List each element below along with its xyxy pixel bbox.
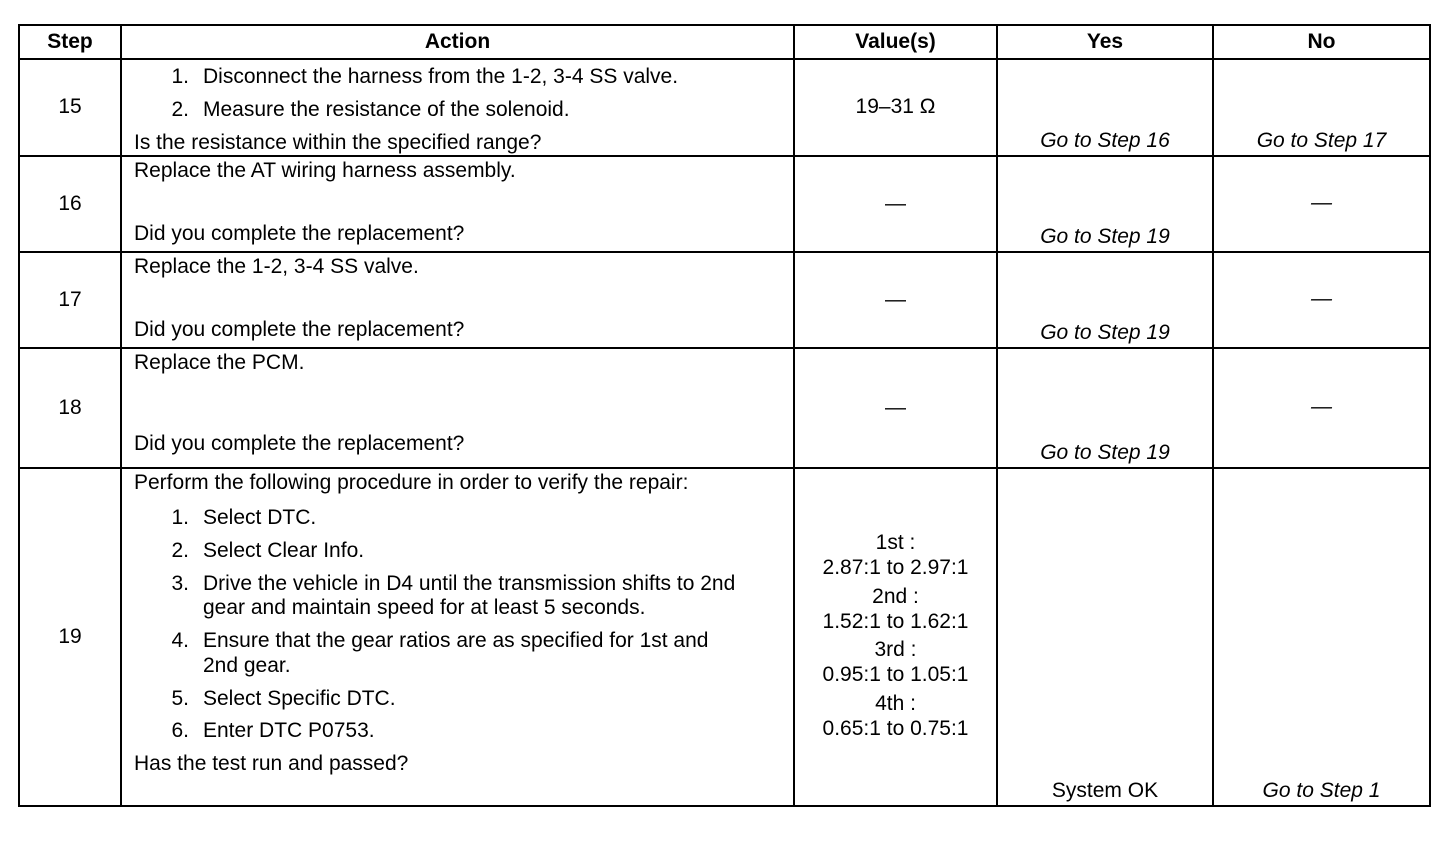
yes-cell: Go to Step 19 — [997, 156, 1213, 252]
table-row — [19, 348, 1430, 468]
list-item-text: Measure the resistance of the solenoid. — [203, 97, 570, 121]
action-question: Did you complete the replacement? — [134, 318, 465, 342]
list-item-text: Ensure that the gear ratios are as specified for 1st and 2nd gear. — [203, 629, 709, 677]
gear-ratio — [795, 692, 996, 742]
value-cell: — — [794, 156, 997, 252]
gear-ratio — [795, 585, 996, 635]
gear-label: 3rd : — [874, 638, 917, 662]
header-action: Action — [121, 25, 794, 59]
no-cell: Go to Step 1 — [1213, 468, 1430, 806]
list-item-text: Select Specific DTC. — [203, 686, 396, 710]
action-cell — [121, 348, 794, 468]
list-item: 1. Select DTC. — [171, 506, 317, 530]
no-cell: — — [1213, 252, 1430, 348]
gear-ratio — [795, 638, 996, 688]
value-cell: — — [794, 348, 997, 468]
list-item-text: Select DTC. — [203, 506, 317, 530]
list-item-text: Select Clear Info. — [203, 538, 365, 562]
diagnostic-table — [18, 24, 1431, 807]
step-number: 19 — [19, 468, 121, 806]
step-number: 18 — [19, 348, 121, 468]
action-question: Did you complete the replacement? — [134, 432, 465, 456]
gear-label: 1st : — [875, 531, 916, 555]
action-intro: Replace the 1-2, 3-4 SS valve. — [134, 255, 419, 279]
table-row — [19, 59, 1430, 156]
gear-ratio — [795, 531, 996, 581]
list-item: 5. Select Specific DTC. — [171, 686, 396, 710]
header-no: No — [1213, 25, 1430, 59]
action-question: Is the resistance within the specified range? — [134, 130, 542, 154]
table-row — [19, 156, 1430, 252]
list-item: 2. Select Clear Info. — [171, 538, 365, 562]
list-item: 6. Enter DTC P0753. — [171, 719, 375, 743]
table-row — [19, 468, 1430, 806]
header-yes: Yes — [997, 25, 1213, 59]
action-intro: Replace the PCM. — [134, 351, 305, 375]
value-cell — [794, 468, 997, 806]
step-number: 17 — [19, 252, 121, 348]
yes-cell: System OK — [997, 468, 1213, 806]
yes-cell: Go to Step 16 — [997, 59, 1213, 156]
step-number: 15 — [19, 59, 121, 156]
header-row — [19, 25, 1430, 59]
header-values: Value(s) — [794, 25, 997, 59]
gear-range: 0.95:1 to 1.05:1 — [822, 663, 969, 687]
value-cell: 19–31 Ω — [794, 59, 997, 156]
gear-label: 4th : — [875, 691, 916, 715]
list-item: 1. Disconnect the harness from the 1-2, 3-4 SS valve. — [171, 65, 679, 88]
action-question: Did you complete the replacement? — [134, 222, 465, 246]
yes-cell: Go to Step 19 — [997, 348, 1213, 468]
table-row — [19, 252, 1430, 348]
action-list — [134, 506, 781, 744]
value-cell: — — [794, 252, 997, 348]
list-item: 4. Ensure that the gear ratios are as specified for 1st and 2nd gear. — [134, 629, 781, 679]
gear-range: 0.65:1 to 0.75:1 — [822, 716, 969, 740]
no-cell: — — [1213, 348, 1430, 468]
yes-cell: Go to Step 19 — [997, 252, 1213, 348]
action-question: Has the test run and passed? — [134, 752, 409, 776]
action-cell — [121, 252, 794, 348]
action-list — [134, 65, 781, 123]
no-cell: — — [1213, 156, 1430, 252]
header-step: Step — [19, 25, 121, 59]
step-number: 16 — [19, 156, 121, 252]
list-item-text: Drive the vehicle in D4 until the transmission shifts to 2nd gear and maintain speed for at least 5 seconds. — [203, 571, 736, 620]
action-cell — [121, 59, 794, 156]
action-intro: Replace the AT wiring harness assembly. — [134, 159, 516, 183]
list-item-text: Enter DTC P0753. — [203, 719, 375, 743]
list-item: 2. Measure the resistance of the solenoid. — [171, 97, 570, 121]
action-cell — [121, 156, 794, 252]
list-item: 3. Drive the vehicle in D4 until the transmission shifts to 2nd gear and maintain speed for at least 5 seconds. — [134, 572, 781, 622]
gear-label: 2nd : — [872, 584, 919, 608]
no-cell: Go to Step 17 — [1213, 59, 1430, 156]
gear-range: 2.87:1 to 2.97:1 — [822, 556, 969, 579]
action-intro: Perform the following procedure in order to verify the repair: — [134, 471, 689, 495]
gear-range: 1.52:1 to 1.62:1 — [822, 609, 969, 633]
action-cell — [121, 468, 794, 806]
list-item-text: Disconnect the harness from the 1-2, 3-4 SS valve. — [203, 65, 679, 88]
